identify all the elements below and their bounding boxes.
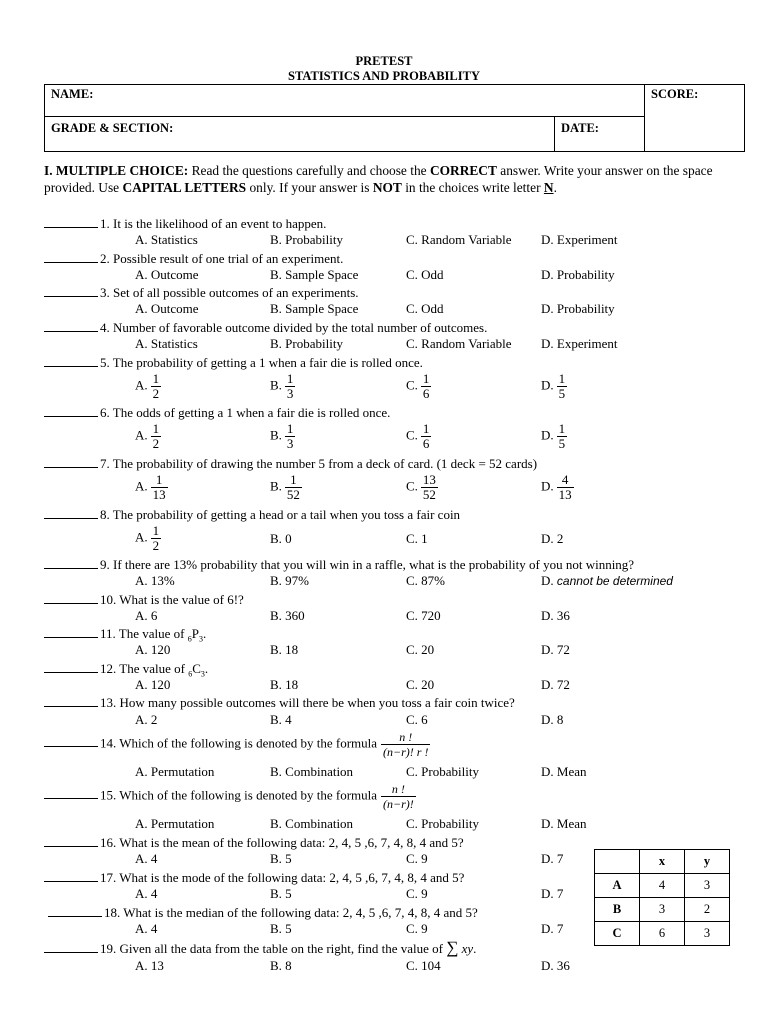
choice-d: D. $\frac{1}{5}$ [541, 421, 566, 451]
question-18: 18. What is the median of the following data: 2, 4, 5 ,6, 7, 4, 8, 4 and 5? [48, 904, 478, 921]
question-19: 19. Given all the data from the table on the right, find the value of ∑ xy. [44, 938, 476, 958]
table-header-blank [595, 850, 640, 874]
fraction: $\frac{1}{3}$ [286, 371, 294, 401]
row-label: A [595, 874, 640, 898]
choice-d: D. 8 [541, 712, 564, 727]
question-6: 6. The odds of getting a 1 when a fair die is rolled once. [44, 404, 390, 421]
date-field[interactable]: DATE: [555, 117, 645, 152]
answer-blank[interactable] [44, 250, 98, 263]
choice-a: A. $\frac{1}{13}$ [135, 472, 166, 502]
question-14: 14. Which of the following is denoted by the formula $\frac{n !}{(n-r)! r !}$ [44, 730, 430, 759]
choice-b: B. 5 [270, 921, 292, 936]
choice-c: C. 1 [406, 531, 428, 546]
choice-a: A. Statistics [135, 232, 198, 247]
choice-b: B. 97% [270, 573, 309, 588]
choice-b: B. Combination [270, 816, 354, 831]
choice-b: B. $\frac{1}{3}$ [270, 371, 294, 401]
choice-a: A. Statistics [135, 336, 198, 351]
choice-c: C. 9 [406, 886, 428, 901]
row-label: C [595, 922, 640, 946]
choice-b: B. Probability [270, 336, 343, 351]
choice-c: C. $\frac{1}{6}$ [406, 371, 430, 401]
choice-d: D. 36 [541, 958, 570, 973]
answer-blank[interactable] [44, 284, 98, 297]
fraction: $\frac{1}{3}$ [286, 421, 294, 451]
answer-blank[interactable] [44, 404, 98, 417]
answer-blank[interactable] [44, 455, 98, 468]
choice-d: D. 7 [541, 921, 564, 936]
instructions: I. MULTIPLE CHOICE: Read the questions carefully and choose the CORRECT answer. Write your answer on the space provided. Use CAPITAL LETTERS only. If your answer is NOT in the choices write letter N. [44, 163, 713, 195]
question-15: 15. Which of the following is denoted by the formula $\frac{n !}{(n-r)!}$ [44, 782, 416, 811]
choice-c: C. Probability [406, 816, 479, 831]
answer-blank[interactable] [44, 734, 98, 747]
formula-fraction: $\frac{n !}{(n-r)! r !}$ [383, 730, 429, 759]
choice-d: D. Probability [541, 301, 615, 316]
cell-x: 6 [640, 922, 685, 946]
choice-c: C. 87% [406, 573, 445, 588]
title-pretest: PRETEST [355, 54, 413, 68]
answer-blank[interactable] [44, 354, 98, 367]
choice-a: A. 4 [135, 886, 158, 901]
choice-d: D. 7 [541, 851, 564, 866]
table-row [595, 922, 730, 946]
choice-a: A. Permutation [135, 816, 215, 831]
answer-blank[interactable] [44, 215, 98, 228]
choice-c: C. $\frac{13}{52}$ [406, 472, 436, 502]
answer-blank[interactable] [44, 625, 98, 638]
question-11: 11. The value of $_6P_3$. [44, 625, 206, 644]
cell-y: 3 [685, 922, 730, 946]
xy-data-table [594, 849, 730, 946]
choice-b: B. Sample Space [270, 267, 359, 282]
cell-x: 4 [640, 874, 685, 898]
question-16: 16. What is the mean of the following data: 2, 4, 5 ,6, 7, 4, 8, 4 and 5? [44, 834, 464, 851]
choice-c: C. $\frac{1}{6}$ [406, 421, 430, 451]
answer-blank[interactable] [44, 940, 98, 953]
choice-b: B. Sample Space [270, 301, 359, 316]
choice-a: A. 120 [135, 642, 171, 657]
fraction: $\frac{1}{5}$ [558, 371, 566, 401]
choice-c: C. Random Variable [406, 232, 512, 247]
choice-b: B. 5 [270, 851, 292, 866]
question-9: 9. If there are 13% probability that you will win in a raffle, what is the probability of you not winning? [44, 556, 634, 573]
answer-blank[interactable] [44, 834, 98, 847]
choice-d: D. cannot be determined [541, 573, 673, 588]
cell-y: 3 [685, 874, 730, 898]
answer-blank[interactable] [44, 591, 98, 604]
fraction: $\frac{1}{6}$ [422, 371, 430, 401]
choice-d: D. Mean [541, 816, 587, 831]
choice-d: D. 36 [541, 608, 570, 623]
choice-d: D. 7 [541, 886, 564, 901]
table-row [595, 898, 730, 922]
choice-b: B. 360 [270, 608, 305, 623]
choice-c: C. 720 [406, 608, 441, 623]
choice-c: C. 6 [406, 712, 428, 727]
choice-b: B. 4 [270, 712, 292, 727]
table-row [595, 874, 730, 898]
choice-a: A. 120 [135, 677, 171, 692]
answer-blank[interactable] [48, 904, 102, 917]
cell-y: 2 [685, 898, 730, 922]
answer-blank[interactable] [44, 506, 98, 519]
question-8: 8. The probability of getting a head or a tail when you toss a fair coin [44, 506, 460, 523]
choice-a: A. 6 [135, 608, 158, 623]
choice-d: D. Experiment [541, 232, 618, 247]
name-field[interactable]: NAME: [45, 85, 645, 117]
fraction: $\frac{1}{2}$ [152, 371, 160, 401]
choice-d: D. 72 [541, 642, 570, 657]
choice-b: B. 8 [270, 958, 292, 973]
choice-c: C. 20 [406, 677, 435, 692]
choice-a: A. Outcome [135, 267, 199, 282]
choice-c: C. 20 [406, 642, 435, 657]
choice-b: B. Probability [270, 232, 343, 247]
table-header-x: x [640, 850, 685, 874]
grade-section-field[interactable]: GRADE & SECTION: [45, 117, 555, 152]
choice-c: C. 104 [406, 958, 441, 973]
choice-d: D. Probability [541, 267, 615, 282]
choice-c: C. Random Variable [406, 336, 512, 351]
choice-b: B. $\frac{1}{52}$ [270, 472, 300, 502]
fraction: $\frac{4}{13}$ [558, 472, 572, 502]
fraction: $\frac{1}{2}$ [152, 421, 160, 451]
choice-a: A. 13% [135, 573, 175, 588]
row-label: B [595, 898, 640, 922]
question-10: 10. What is the value of 6!? [44, 591, 244, 608]
fraction: $\frac{13}{52}$ [422, 472, 436, 502]
choice-c: C. 9 [406, 921, 428, 936]
choice-a: A. $\frac{1}{2}$ [135, 421, 160, 451]
formula-fraction: $\frac{n !}{(n-r)!}$ [383, 782, 414, 811]
answer-blank[interactable] [44, 694, 98, 707]
score-field[interactable]: SCORE: [645, 85, 745, 152]
choice-b: B. 5 [270, 886, 292, 901]
choice-d: D. 2 [541, 531, 564, 546]
choice-d: D. $\frac{4}{13}$ [541, 472, 572, 502]
question-1: 1. It is the likelihood of an event to happen. [44, 215, 326, 232]
choice-c: C. 9 [406, 851, 428, 866]
choice-d: D. Experiment [541, 336, 618, 351]
answer-blank[interactable] [44, 786, 98, 799]
choice-d: D. 72 [541, 677, 570, 692]
question-5: 5. The probability of getting a 1 when a fair die is rolled once. [44, 354, 423, 371]
answer-blank[interactable] [44, 660, 98, 673]
table-header-y: y [685, 850, 730, 874]
fraction: $\frac{1}{6}$ [422, 421, 430, 451]
choice-c: C. Odd [406, 267, 444, 282]
choice-a: A. Permutation [135, 764, 215, 779]
student-info-table [44, 84, 745, 152]
question-4: 4. Number of favorable outcome divided by the total number of outcomes. [44, 319, 487, 336]
choice-b: B. 0 [270, 531, 292, 546]
choice-a: A. $\frac{1}{2}$ [135, 371, 160, 401]
choice-b: B. 18 [270, 677, 299, 692]
answer-blank[interactable] [44, 319, 98, 332]
answer-blank[interactable] [44, 869, 98, 882]
choice-a: A. 4 [135, 851, 158, 866]
question-17: 17. What is the mode of the following data: 2, 4, 5 ,6, 7, 4, 8, 4 and 5? [44, 869, 464, 886]
title-subject: STATISTICS AND PROBABILITY [288, 69, 480, 83]
fraction: $\frac{1}{2}$ [152, 523, 160, 553]
question-2: 2. Possible result of one trial of an experiment. [44, 250, 343, 267]
choice-b: B. $\frac{1}{3}$ [270, 421, 294, 451]
cell-x: 3 [640, 898, 685, 922]
question-3: 3. Set of all possible outcomes of an experiments. [44, 284, 359, 301]
choice-c: C. Probability [406, 764, 479, 779]
choice-c: C. Odd [406, 301, 444, 316]
fraction: $\frac{1}{5}$ [558, 421, 566, 451]
choice-b: B. 18 [270, 642, 299, 657]
question-7: 7. The probability of drawing the number 5 from a deck of card. (1 deck = 52 cards) [44, 455, 537, 472]
question-13: 13. How many possible outcomes will there be when you toss a fair coin twice? [44, 694, 515, 711]
fraction: $\frac{1}{52}$ [286, 472, 300, 502]
question-12: 12. The value of $_6C_3$. [44, 660, 208, 679]
choice-b: B. Combination [270, 764, 354, 779]
choice-a: A. 2 [135, 712, 158, 727]
choice-a: A. Outcome [135, 301, 199, 316]
sigma-symbol: ∑ [446, 938, 459, 957]
choice-a: A. $\frac{1}{2}$ [135, 523, 160, 553]
choice-a: A. 4 [135, 921, 158, 936]
choice-a: A. 13 [135, 958, 164, 973]
choice-d: D. Mean [541, 764, 587, 779]
choice-d: D. $\frac{1}{5}$ [541, 371, 566, 401]
fraction: $\frac{1}{13}$ [152, 472, 166, 502]
answer-blank[interactable] [44, 556, 98, 569]
